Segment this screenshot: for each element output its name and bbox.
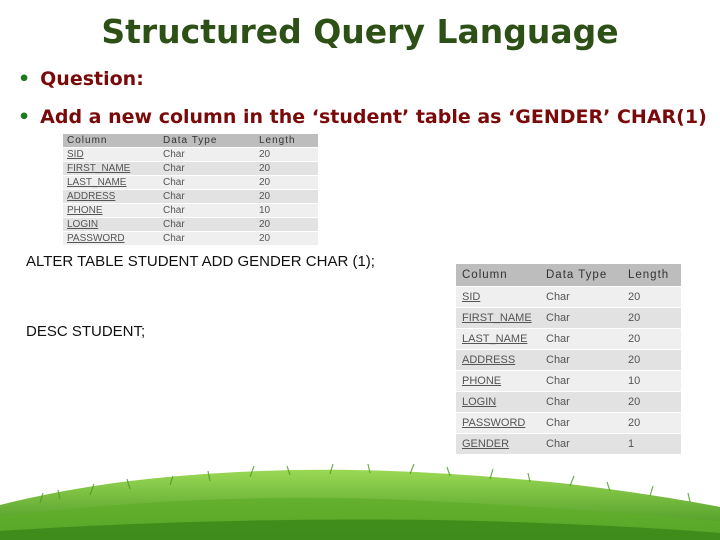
cell-length: 20 <box>255 162 318 176</box>
cell-data-type: Char <box>159 148 255 162</box>
cell-data-type: Char <box>159 162 255 176</box>
cell-length: 20 <box>622 413 681 434</box>
cell-data-type: Char <box>540 371 622 392</box>
cell-length: 20 <box>255 148 318 162</box>
table-header-row <box>63 134 318 148</box>
table-body <box>63 148 318 246</box>
table-row <box>456 329 681 350</box>
cell-length: 20 <box>622 392 681 413</box>
table-row <box>63 218 318 232</box>
grass-decoration <box>0 455 720 540</box>
cell-column-name: LAST_NAME <box>456 329 540 350</box>
cell-length: 20 <box>255 232 318 246</box>
cell-column-name: FIRST_NAME <box>63 162 159 176</box>
cell-column-name: LAST_NAME <box>63 176 159 190</box>
cell-data-type: Char <box>540 350 622 371</box>
cell-data-type: Char <box>159 204 255 218</box>
header-column: Column <box>63 134 159 148</box>
cell-length: 20 <box>622 308 681 329</box>
header-data-type: Data Type <box>540 264 622 287</box>
table-row <box>63 190 318 204</box>
cell-length: 20 <box>622 350 681 371</box>
bullet-task <box>18 106 707 128</box>
cell-data-type: Char <box>540 287 622 308</box>
table-row <box>456 434 681 455</box>
table-row <box>63 204 318 218</box>
cell-length: 20 <box>622 287 681 308</box>
cell-column-name: LOGIN <box>456 392 540 413</box>
desc-command: DESC STUDENT; <box>26 323 146 340</box>
bullet-text: Question: <box>40 68 144 90</box>
cell-column-name: PHONE <box>456 371 540 392</box>
cell-length: 20 <box>255 190 318 204</box>
table-body <box>456 287 681 455</box>
table-row <box>63 162 318 176</box>
table-row <box>456 350 681 371</box>
cell-column-name: FIRST_NAME <box>456 308 540 329</box>
cell-column-name: PHONE <box>63 204 159 218</box>
cell-length: 20 <box>255 218 318 232</box>
cell-length: 10 <box>255 204 318 218</box>
alter-command: ALTER TABLE STUDENT ADD GENDER CHAR (1); <box>26 253 375 270</box>
table-row <box>63 148 318 162</box>
cell-column-name: ADDRESS <box>456 350 540 371</box>
bullet-question <box>18 68 144 90</box>
cell-data-type: Char <box>540 413 622 434</box>
bullet-dot: • <box>18 106 31 128</box>
table-after <box>456 264 681 454</box>
cell-data-type: Char <box>540 329 622 350</box>
table-row <box>63 176 318 190</box>
cell-data-type: Char <box>540 434 622 455</box>
cell-column-name: SID <box>456 287 540 308</box>
table-row <box>456 287 681 308</box>
cell-column-name: GENDER <box>456 434 540 455</box>
bullet-dot: • <box>18 68 31 90</box>
table-header-row <box>456 264 681 287</box>
cell-data-type: Char <box>540 308 622 329</box>
slide-title: Structured Query Language <box>101 12 619 51</box>
cell-data-type: Char <box>159 218 255 232</box>
cell-column-name: LOGIN <box>63 218 159 232</box>
table-row <box>456 413 681 434</box>
cell-column-name: ADDRESS <box>63 190 159 204</box>
cell-length: 10 <box>622 371 681 392</box>
header-length: Length <box>255 134 318 148</box>
cell-column-name: SID <box>63 148 159 162</box>
cell-column-name: PASSWORD <box>456 413 540 434</box>
table-before <box>63 134 318 245</box>
cell-data-type: Char <box>540 392 622 413</box>
cell-length: 20 <box>255 176 318 190</box>
header-data-type: Data Type <box>159 134 255 148</box>
cell-data-type: Char <box>159 190 255 204</box>
header-length: Length <box>622 264 681 287</box>
cell-data-type: Char <box>159 232 255 246</box>
table-row <box>456 308 681 329</box>
cell-column-name: PASSWORD <box>63 232 159 246</box>
cell-data-type: Char <box>159 176 255 190</box>
table-row <box>456 371 681 392</box>
header-column: Column <box>456 264 540 287</box>
cell-length: 1 <box>622 434 681 455</box>
bullet-text: Add a new column in the ‘student’ table as ‘GENDER’ CHAR(1) <box>40 106 707 128</box>
cell-length: 20 <box>622 329 681 350</box>
table-row <box>63 232 318 246</box>
table-row <box>456 392 681 413</box>
